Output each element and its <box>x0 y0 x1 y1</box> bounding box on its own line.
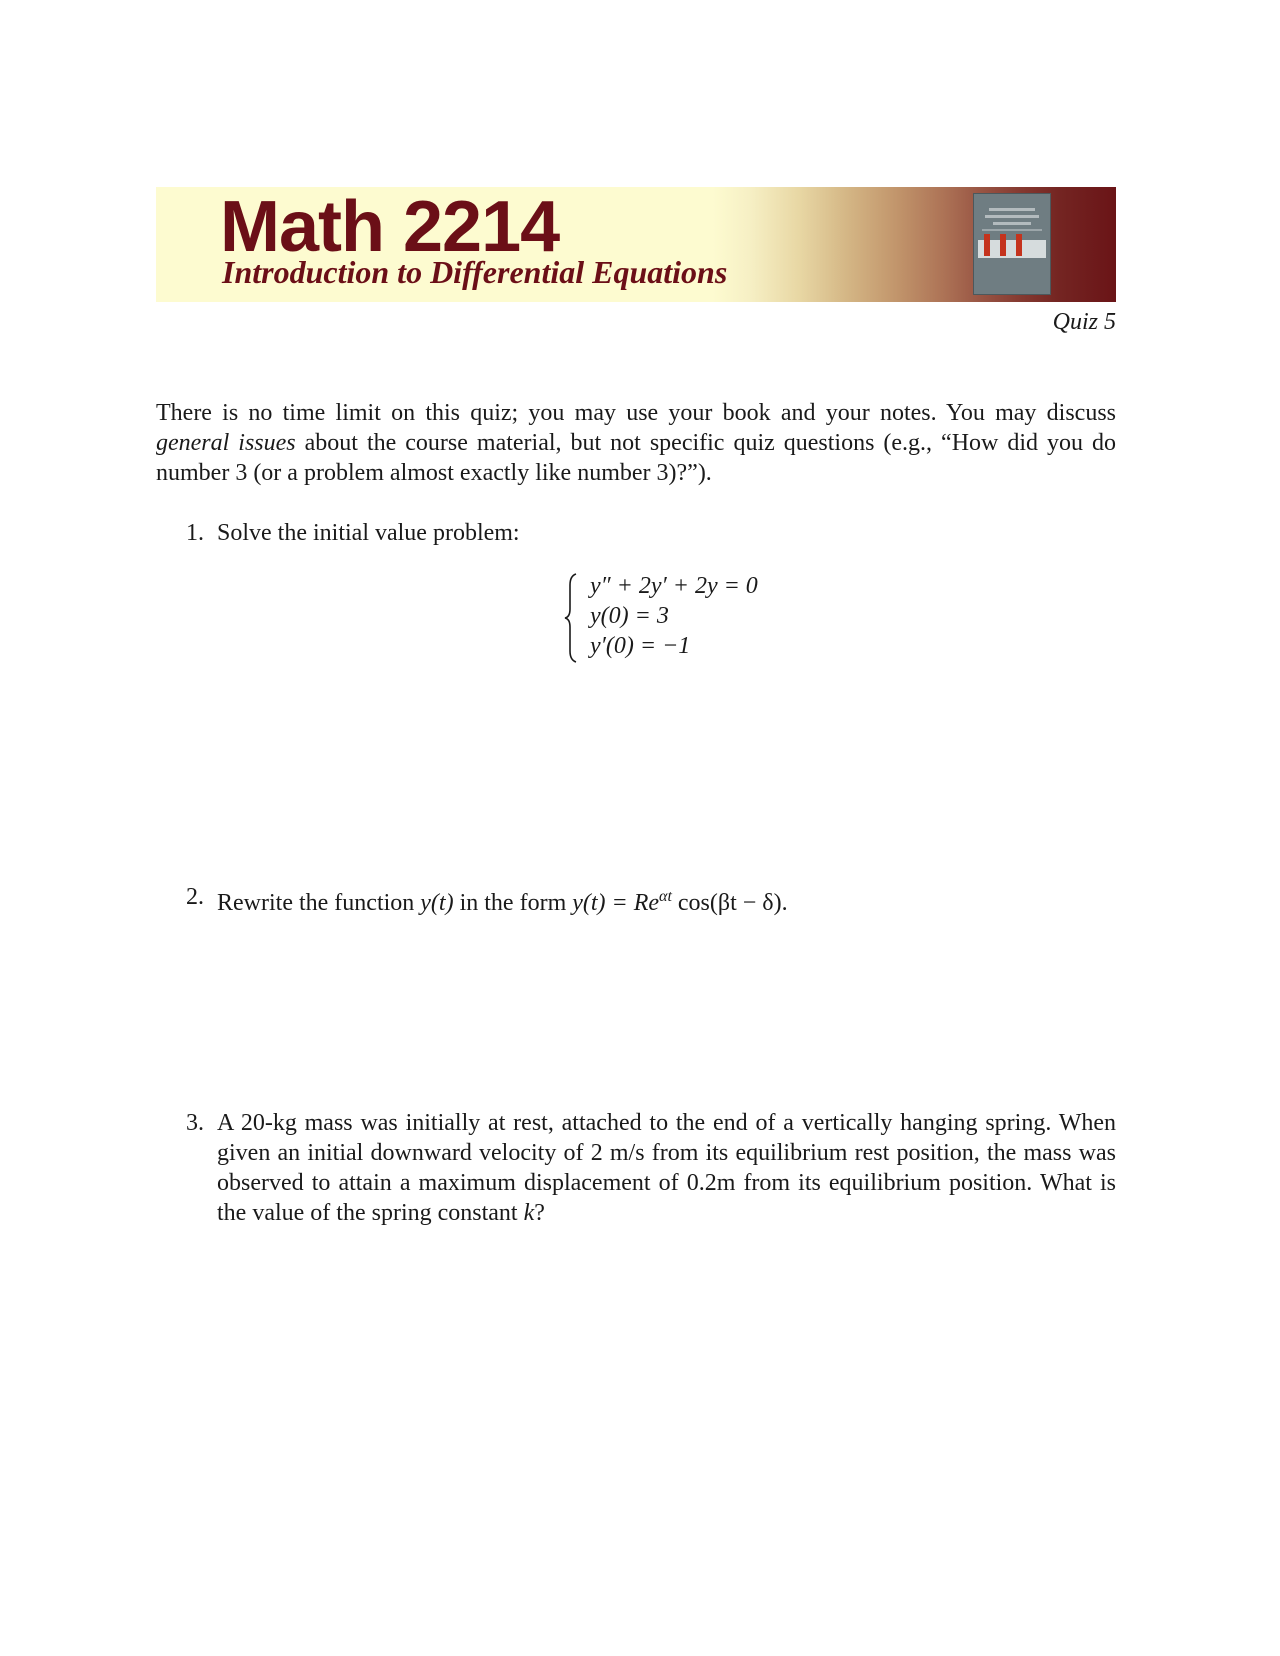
equation-ode: y″ + 2y′ + 2y = 0 <box>590 573 758 599</box>
left-brace <box>564 573 578 663</box>
instructions-emphasis: general issues <box>156 430 296 456</box>
question-text: A 20-kg mass was initially at rest, attached to the end of a vertically hanging spring. When given an initial downward velocity of 2 m/s from its equilibrium rest position, the mass was observed to attain a maximum displacement of 0.2m from its equilibrium position. What is the value of the spring constant k? <box>217 1110 1116 1226</box>
question-2 <box>186 882 1116 918</box>
question-number: 2. <box>186 884 204 910</box>
question-number: 3. <box>186 1110 204 1136</box>
course-banner <box>156 187 1116 302</box>
course-subtitle: Introduction to Differential Equations <box>222 254 728 290</box>
equation-initial-velocity: y′(0) = −1 <box>590 633 691 659</box>
quiz-instructions <box>156 398 1116 488</box>
question-text: Rewrite the function y(t) in the form $y(t) = Re^{\alpha t}$ cos(βt − δ). <box>217 888 788 916</box>
textbook-cover-image <box>973 193 1051 295</box>
question-text: Solve the initial value problem: <box>217 520 520 546</box>
instructions-text-continued: about the course material, but not specific quiz questions (e.g., “How did you do number 3 (or a problem almost exactly like number 3)?”). <box>156 430 1117 486</box>
question-1 <box>186 518 1116 548</box>
instructions-text: There is no time limit on this quiz; you may use your book and your notes. You may discuss <box>156 400 1116 426</box>
quiz-label: Quiz 5 <box>1052 309 1116 335</box>
equation-initial-position: y(0) = 3 <box>590 603 669 629</box>
question-number: 1. <box>186 520 204 546</box>
course-title: Math 2214 <box>220 187 560 267</box>
question-3 <box>186 1108 1116 1228</box>
